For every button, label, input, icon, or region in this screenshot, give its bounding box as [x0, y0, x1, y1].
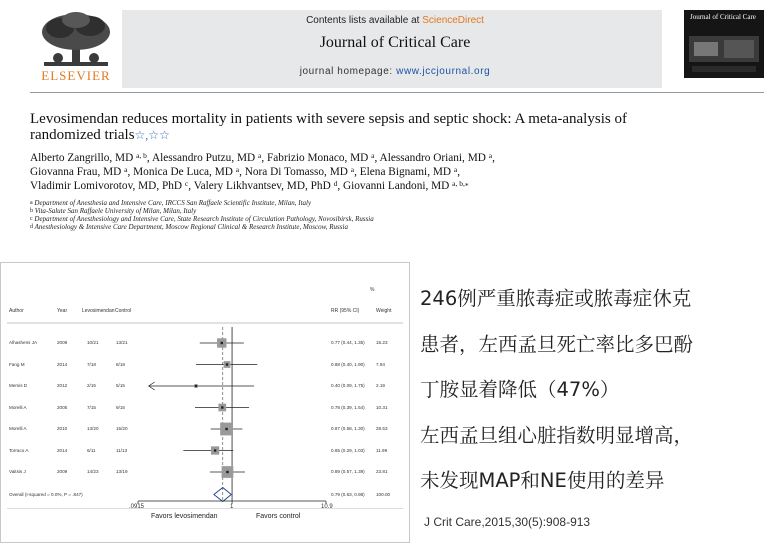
affiliation-line	[30, 207, 730, 215]
header-divider	[30, 92, 764, 93]
author-affiliation-marks: a, b	[136, 151, 147, 160]
row-year: 2010	[57, 426, 68, 431]
forest-plot-graphic	[1, 263, 411, 544]
row-weight: 23.81	[376, 469, 388, 474]
cover-title: Journal of Critical Care	[690, 13, 756, 21]
x-tick-label-right: 10.9	[321, 504, 333, 510]
forest-plot-panel	[0, 262, 410, 543]
author-name: Alberto Zangrillo, MD	[30, 152, 134, 164]
contents-availability-line	[130, 15, 660, 26]
row-year: 2009	[57, 469, 68, 474]
weight-unit-header: %	[370, 287, 375, 293]
affiliation-line	[30, 223, 730, 231]
column-header-year: Year	[57, 308, 68, 314]
author-entry[interactable]	[30, 152, 147, 164]
title-footnote-marks[interactable]: ☆,☆☆	[134, 128, 170, 142]
author-list: Alberto Zangrillo, MD $^{a, b}$, Alessandro Putzu, MD $^a$, Fabrizio Monaco, MD $^a$, Alessandro Oriani, MD $^a$, Giovanna Frau, MD $^a$, Monica De Luca, MD $^a$, Nora Di Tomasso, MD $^a$, Elena Bignami, MD $^a$, Vladimir Lomivorotov, MD, PhD $^c$, Valery Likhvantsev, MD, PhD $^d$, Giovanni Landoni, MD $^{a, b,⁎}$	[30, 151, 495, 192]
x-label-favors-levosimendan: Favors levosimendan	[151, 513, 218, 520]
row-levosimendan-events: 14/23	[87, 469, 99, 474]
overall-label: Overall (I-squared = 0.0%, P = .847)	[9, 491, 83, 497]
row-control-events: 11/13	[116, 447, 128, 453]
author-name: Nora Di Tomasso, MD	[244, 166, 348, 178]
row-control-events: 13/19	[116, 469, 128, 474]
column-header-control: Control	[115, 308, 132, 314]
affiliation-line	[30, 199, 730, 207]
column-header-author: Author	[9, 308, 24, 314]
row-rr-ci: 0.65 (0.29, 1.03)	[331, 447, 365, 453]
note-line: 患者，左西孟旦死亡率比多巴酚	[420, 332, 694, 356]
author-name: Monica De Luca, MD	[133, 166, 233, 178]
affiliation-text: Vita-Salute San Raffaele University of Milan, Milan, Italy	[34, 207, 197, 215]
row-control-events: 9/15	[116, 404, 125, 410]
note-line: 未发现MAP和NE使用的差异	[420, 469, 665, 492]
column-header-rr: RR (95% CI)	[331, 308, 360, 314]
journal-homepage-line	[130, 66, 660, 77]
row-year: 2012	[57, 383, 68, 388]
row-weight: 11.99	[376, 447, 388, 453]
row-year: 2009	[57, 340, 68, 345]
affiliation-mark: c	[30, 216, 33, 222]
author-entry[interactable]	[245, 166, 354, 178]
column-header-levosimendan: Levosimendan	[82, 308, 115, 314]
note-line: 丁胺显着降低（47%）	[420, 378, 620, 401]
row-author: Morelli A	[9, 404, 27, 410]
journal-homepage-link[interactable]: www.jccjournal.org	[396, 66, 491, 77]
author-affiliation-marks: a	[235, 165, 240, 174]
affiliation-line	[30, 215, 730, 223]
author-entry[interactable]	[380, 152, 493, 164]
contents-prefix: Contents lists available at	[306, 15, 423, 26]
affiliation-text: Department of Anesthesia and Intensive Care, IRCCS San Raffaele Scientific Institute, Milan, Italy	[34, 199, 312, 207]
point-estimate-marker	[226, 471, 228, 473]
affiliation-text: Anesthesiology & Intensive Care Department, Moscow Regional Clinical & Research Institute, Moscow, Russia	[34, 223, 348, 231]
homepage-prefix: journal homepage:	[299, 66, 397, 77]
author-affiliation-marks: a, b,⁎	[452, 179, 469, 188]
point-estimate-marker	[225, 428, 227, 430]
note-line: 左西孟旦组心脏指数明显增高，	[420, 423, 694, 447]
author-affiliation-marks: c	[184, 179, 189, 188]
row-weight: 28.53	[376, 426, 388, 431]
point-estimate-marker	[214, 449, 216, 451]
row-levosimendan-events: 7/18	[87, 361, 96, 367]
author-entry[interactable]	[152, 152, 261, 164]
citation: J Crit Care,2015,30(5):908-913	[424, 515, 591, 529]
author-name: Vladimir Lomivorotov, MD, PhD	[30, 180, 183, 192]
row-control-events: 13/21	[116, 340, 128, 345]
author-name: Alessandro Oriani, MD	[379, 152, 486, 164]
journal-title: Journal of Critical Care	[319, 34, 471, 51]
row-levosimendan-events: 2/15	[87, 383, 96, 388]
article-title-text: Levosimendan reduces mortality in patients with severe sepsis and septic shock: A meta-analysis of randomized trials	[30, 111, 627, 143]
author-name: Elena Bignami, MD	[359, 166, 452, 178]
x-tick-label-left: .0915	[129, 504, 145, 510]
author-affiliation-marks: a	[124, 165, 128, 174]
affiliation-text: Department of Anesthesiology and Intensive Care, State Research Institute of Circulation Pathology, Novosibirsk, Russia	[34, 215, 374, 223]
column-header-weight: Weight	[376, 308, 392, 314]
author-name: Giovanni Landoni, MD	[342, 180, 450, 192]
author-affiliation-marks: d	[333, 179, 338, 188]
author-entry[interactable]	[267, 152, 375, 164]
publisher-wordmark: ELSEVIER	[41, 68, 111, 83]
row-rr-ci: 0.78 (0.39, 1.54)	[331, 404, 365, 410]
tree-icon	[30, 10, 122, 70]
note-line: 246例严重脓毒症或脓毒症休克	[420, 287, 692, 310]
x-label-favors-control: Favors control	[256, 513, 301, 520]
point-estimate-marker	[226, 363, 228, 365]
affiliation-list	[30, 199, 730, 231]
row-author: Morelli A	[9, 426, 27, 431]
author-affiliation-marks: a	[453, 165, 458, 174]
author-entry[interactable]	[30, 166, 127, 178]
row-author: Vaitsis J	[9, 469, 26, 474]
row-control-events: 15/20	[116, 426, 128, 431]
author-name: Giovanna Frau, MD	[30, 166, 122, 178]
point-estimate-marker	[221, 342, 223, 344]
row-levosimendan-events: 10/21	[87, 340, 99, 345]
row-author: Torraco A	[9, 447, 29, 453]
row-rr-ci: 0.89 (0.57, 1.39)	[331, 469, 365, 474]
overall-weight: 100.00	[376, 491, 391, 497]
row-control-events: 5/15	[116, 383, 125, 388]
row-author: Memis D	[9, 383, 28, 388]
row-author: Alhashemi JA	[9, 340, 38, 345]
row-rr-ci: 0.87 (0.58, 1.30)	[331, 426, 365, 431]
row-year: 2014	[57, 447, 68, 453]
affiliation-mark: b	[30, 208, 33, 214]
row-levosimendan-events: 7/15	[87, 404, 96, 410]
sciencedirect-link[interactable]: ScienceDirect	[422, 15, 484, 26]
author-affiliation-marks: a	[371, 151, 375, 160]
author-affiliation-marks: a	[350, 165, 355, 174]
row-year: 2014	[57, 361, 68, 367]
author-entry[interactable]	[30, 180, 188, 192]
affiliation-mark: a	[30, 200, 33, 206]
article-title	[30, 111, 670, 143]
row-author: Fang M	[9, 361, 25, 367]
author-entry[interactable]	[360, 166, 457, 178]
author-entry[interactable]	[343, 180, 469, 192]
overall-rr-ci: 0.79 (0.63, 0.98)	[331, 491, 365, 497]
row-weight: 15.23	[376, 340, 388, 345]
author-name: Alessandro Putzu, MD	[151, 152, 256, 164]
affiliation-mark: d	[30, 224, 33, 230]
author-entry[interactable]	[194, 180, 338, 192]
author-name: Fabrizio Monaco, MD	[267, 152, 369, 164]
row-levosimendan-events: 6/11	[87, 447, 96, 453]
row-weight: 7.94	[376, 361, 385, 367]
x-tick-label-center: 1	[230, 504, 234, 510]
author-entry[interactable]	[133, 166, 239, 178]
row-weight: 2.19	[376, 383, 385, 388]
author-name: Valery Likhvantsev, MD, PhD	[193, 180, 331, 192]
author-affiliation-marks: a	[488, 151, 493, 160]
summary-note	[420, 276, 780, 504]
point-estimate-marker	[221, 406, 223, 408]
row-rr-ci: 0.88 (0.40, 1.90)	[331, 361, 365, 367]
row-rr-ci: 0.77 (0.44, 1.35)	[331, 340, 365, 345]
row-weight: 10.31	[376, 404, 388, 410]
row-control-events: 8/18	[116, 361, 125, 367]
row-rr-ci: 0.40 (0.09, 1.75)	[331, 383, 365, 388]
author-affiliation-marks: a	[258, 151, 262, 160]
row-year: 2005	[57, 404, 68, 410]
point-estimate-marker	[195, 385, 197, 387]
row-levosimendan-events: 13/20	[87, 426, 99, 431]
